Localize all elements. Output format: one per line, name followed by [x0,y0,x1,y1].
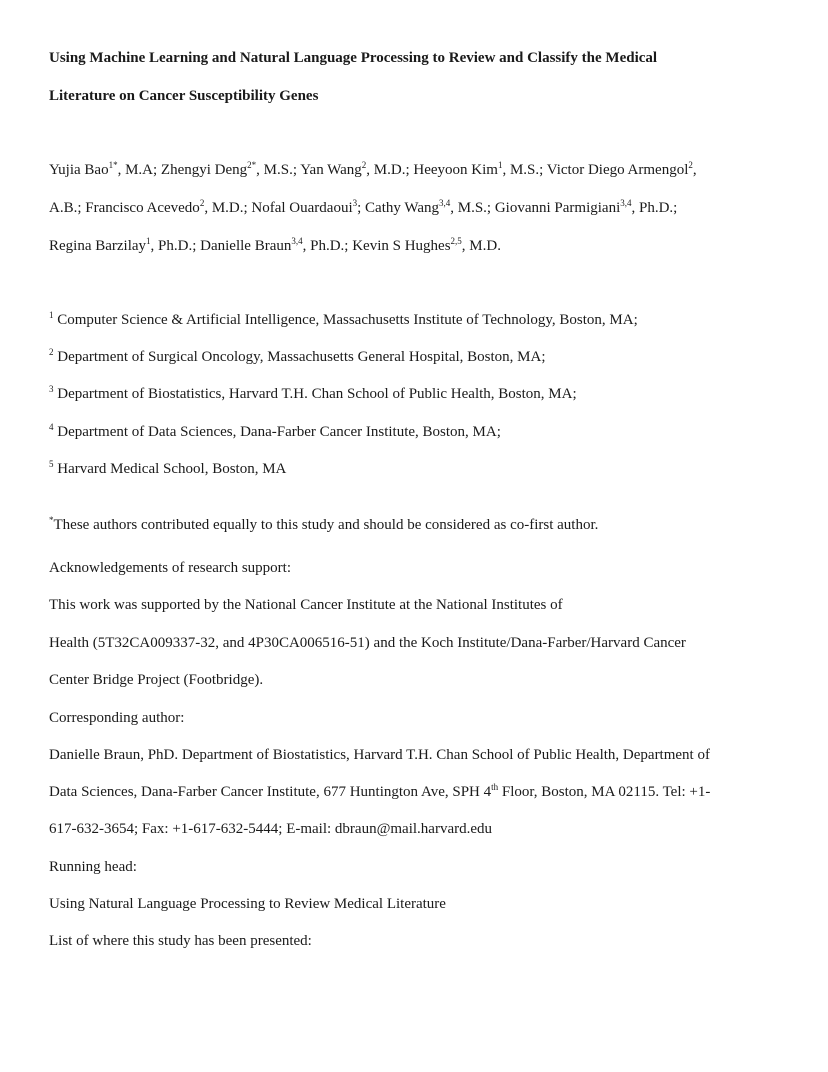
author-affiliation-mark: 1 [146,236,151,246]
author-affiliation-mark: 3,4 [291,236,303,246]
author-name: A.B.; Francisco Acevedo [49,200,200,216]
author-separator: , M.D.; [366,162,414,178]
running-head-heading: Running head: [49,859,137,875]
author-affiliation-mark: 2* [247,160,257,170]
author-name: Nofal Ouardaoui [251,200,353,216]
affiliation-text: Department of Data Sciences, Dana-Farber Cancer Institute, Boston, MA; [57,424,501,440]
author-line-3 [49,238,501,255]
affiliation-1 [49,312,638,329]
author-separator: , M.S.; [256,162,301,178]
author-name: Yan Wang [300,162,362,178]
author-separator: ; [357,200,366,216]
corresponding-address-end: Floor, Boston, MA 02115. Tel: +1- [498,784,711,800]
author-name: Giovanni Parmigiani [494,200,621,216]
paper-title-line-2: Literature on Cancer Susceptibility Genes [49,88,319,104]
author-separator: , Ph.D.; [150,238,201,254]
author-separator: , M.D.; [204,200,252,216]
author-separator: , Ph.D.; [302,238,353,254]
affiliation-4 [49,424,501,441]
affiliation-5 [49,461,286,478]
author-affiliation-mark: 3 [352,198,358,208]
author-affiliation-mark: 2 [361,160,367,170]
author-affiliation-mark: 2 [688,160,693,170]
author-name: Yujia Bao [49,162,109,178]
acknowledgements-line-1: This work was supported by the National Cancer Institute at the National Institutes of [49,597,563,613]
presented-heading: List of where this study has been presented: [49,933,312,949]
affiliation-number: 5 [49,459,54,469]
author-name: Heeyoon Kim [413,162,498,178]
affiliation-number: 1 [49,310,54,320]
author-affiliation-mark: 1* [108,160,118,170]
author-line-1 [49,162,697,179]
author-name: Regina Barzilay [49,238,147,254]
affiliation-number: 2 [49,347,54,357]
author-name: Victor Diego Armengol [546,162,689,178]
affiliation-text: Computer Science & Artificial Intelligence, Massachusetts Institute of Technology, Boston, MA; [57,312,638,328]
author-affiliation-mark: 1 [497,160,503,170]
running-head-text: Using Natural Language Processing to Review Medical Literature [49,896,446,912]
affiliation-3 [49,386,577,403]
corresponding-address-start: Data Sciences, Dana-Farber Cancer Institute, 677 Huntington Ave, SPH 4 [49,784,492,800]
acknowledgements-heading: Acknowledgements of research support: [49,560,292,576]
paper-title-line-1: Using Machine Learning and Natural Language Processing to Review and Classify the Medical [49,50,658,66]
affiliation-text: Department of Biostatistics, Harvard T.H. Chan School of Public Health, Boston, MA; [57,386,577,402]
affiliation-number: 3 [49,384,54,394]
author-separator: , Ph.D.; [631,200,678,216]
corresponding-line-2 [49,784,710,801]
footnote-mark: * [49,515,54,525]
author-line-2 [49,200,677,217]
affiliation-text: Harvard Medical School, Boston, MA [57,461,287,477]
author-name: Cathy Wang [365,200,439,216]
floor-ordinal: th [491,782,499,792]
equal-contribution-note [49,517,598,534]
author-separator: , M.S.; [450,200,495,216]
equal-contribution-text: These authors contributed equally to this study and should be considered as co-first author. [53,517,599,533]
author-separator: , M.S.; [502,162,547,178]
affiliation-2 [49,349,546,366]
author-affiliation-mark: 2 [199,198,205,208]
author-affiliation-mark: 3,4 [438,198,451,208]
author-name: Kevin S Hughes [352,238,451,254]
acknowledgements-line-2: Health (5T32CA009337-32, and 4P30CA006516-51) and the Koch Institute/Dana-Farber/Harvard Cancer [49,635,686,651]
author-name: Danielle Braun [200,238,292,254]
author-separator: , M.D. [461,238,501,254]
author-affiliation-mark: 2,5 [450,236,462,246]
affiliation-text: Department of Surgical Oncology, Massachusetts General Hospital, Boston, MA; [57,349,546,365]
corresponding-line-3: 617-632-3654; Fax: +1-617-632-5444; E-mail: dbraun@mail.harvard.edu [49,821,493,837]
corresponding-line-1: Danielle Braun, PhD. Department of Biostatistics, Harvard T.H. Chan School of Public Health, Department of [49,747,710,763]
corresponding-heading: Corresponding author: [49,710,185,726]
author-name: Zhengyi Deng [160,162,248,178]
author-separator: , M.A; [117,162,161,178]
affiliation-number: 4 [49,422,54,432]
acknowledgements-line-3: Center Bridge Project (Footbridge). [49,672,264,688]
author-affiliation-mark: 3,4 [620,198,632,208]
author-separator: , [692,162,697,178]
